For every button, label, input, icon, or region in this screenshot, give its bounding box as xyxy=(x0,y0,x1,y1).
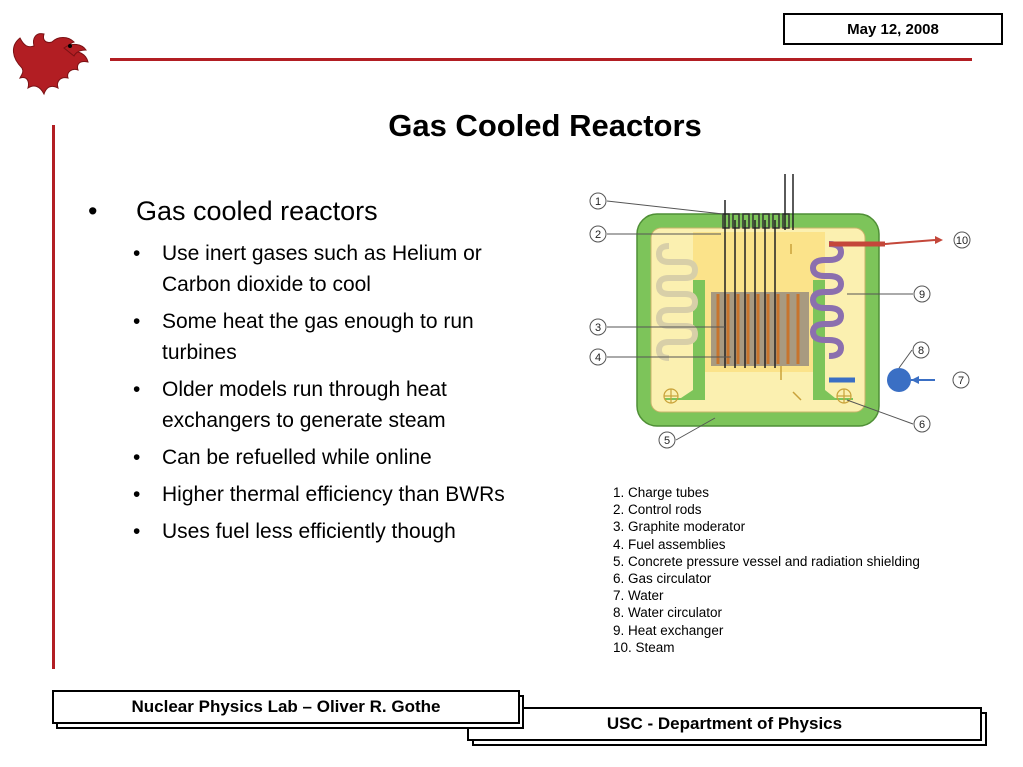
legend-item: 2. Control rods xyxy=(613,502,702,518)
legend-item: 9. Heat exchanger xyxy=(613,622,724,638)
callout-8: 8 xyxy=(917,345,925,357)
page-title: Gas Cooled Reactors xyxy=(388,108,702,143)
legend-item: 1. Charge tubes xyxy=(613,485,710,500)
callout-1: 1 xyxy=(594,196,602,208)
sub-bullet-text: Older models run through heat exchangers to generate steam xyxy=(162,378,447,432)
main-bullet: • Gas cooled reactors xyxy=(88,196,378,226)
date-box xyxy=(783,13,1003,45)
sub-bullet: • Uses fuel less efficiently though xyxy=(133,520,456,543)
sub-bullet-text: Some heat the gas enough to run turbines xyxy=(162,310,474,364)
diagram-legend xyxy=(613,484,933,656)
callout-4: 4 xyxy=(594,352,602,364)
sub-bullet: • Can be refuelled while online xyxy=(133,446,432,469)
legend-item: 5. Concrete pressure vessel and radiation shielding xyxy=(613,553,920,569)
callout-6: 6 xyxy=(918,419,926,431)
legend-item: 10. Steam xyxy=(613,639,675,655)
legend-item: 8. Water circulator xyxy=(613,605,723,621)
bullet-list xyxy=(88,192,538,553)
legend-item: 4. Fuel assemblies xyxy=(613,536,726,552)
top-rule xyxy=(110,58,972,61)
sub-bullet-text: Higher thermal efficiency than BWRs xyxy=(162,483,505,506)
side-rule xyxy=(52,125,55,669)
legend-item: 6. Gas circulator xyxy=(613,571,712,587)
sub-bullet: • Some heat the gas enough to run turbines xyxy=(133,310,474,364)
legend-item: 7. Water xyxy=(613,588,664,604)
sub-bullet: • Higher thermal efficiency than BWRs xyxy=(133,483,505,506)
callout-7: 7 xyxy=(957,375,965,387)
sub-bullet-list xyxy=(88,238,538,547)
reactor-diagram xyxy=(585,170,985,455)
callout-10: 10 xyxy=(955,235,969,247)
sub-bullet-text: Can be refuelled while online xyxy=(162,446,432,469)
water-circulator xyxy=(887,368,911,392)
footer-lab-text: Nuclear Physics Lab – Oliver R. Gothe xyxy=(131,697,441,716)
date-text: May 12, 2008 xyxy=(847,20,939,38)
footer-lab xyxy=(52,690,520,724)
footer-department-text: USC - Department of Physics xyxy=(606,714,843,733)
callout-3: 3 xyxy=(594,322,602,334)
sub-bullet: • Older models run through heat exchangers to generate steam xyxy=(133,378,447,432)
legend-item: 3. Graphite moderator xyxy=(613,519,746,535)
gamecock-logo-icon xyxy=(2,28,94,100)
callout-5: 5 xyxy=(663,435,671,447)
sub-bullet-text: Use inert gases such as Helium or Carbon dioxide to cool xyxy=(162,242,482,296)
sub-bullet-text: Uses fuel less efficiently though xyxy=(162,520,456,543)
sub-bullet: • Use inert gases such as Helium or Carbon dioxide to cool xyxy=(133,242,482,296)
callout-9: 9 xyxy=(918,289,926,301)
main-bullet-text: Gas cooled reactors xyxy=(136,196,378,226)
callout-2: 2 xyxy=(594,229,602,241)
footer-department xyxy=(467,707,982,741)
